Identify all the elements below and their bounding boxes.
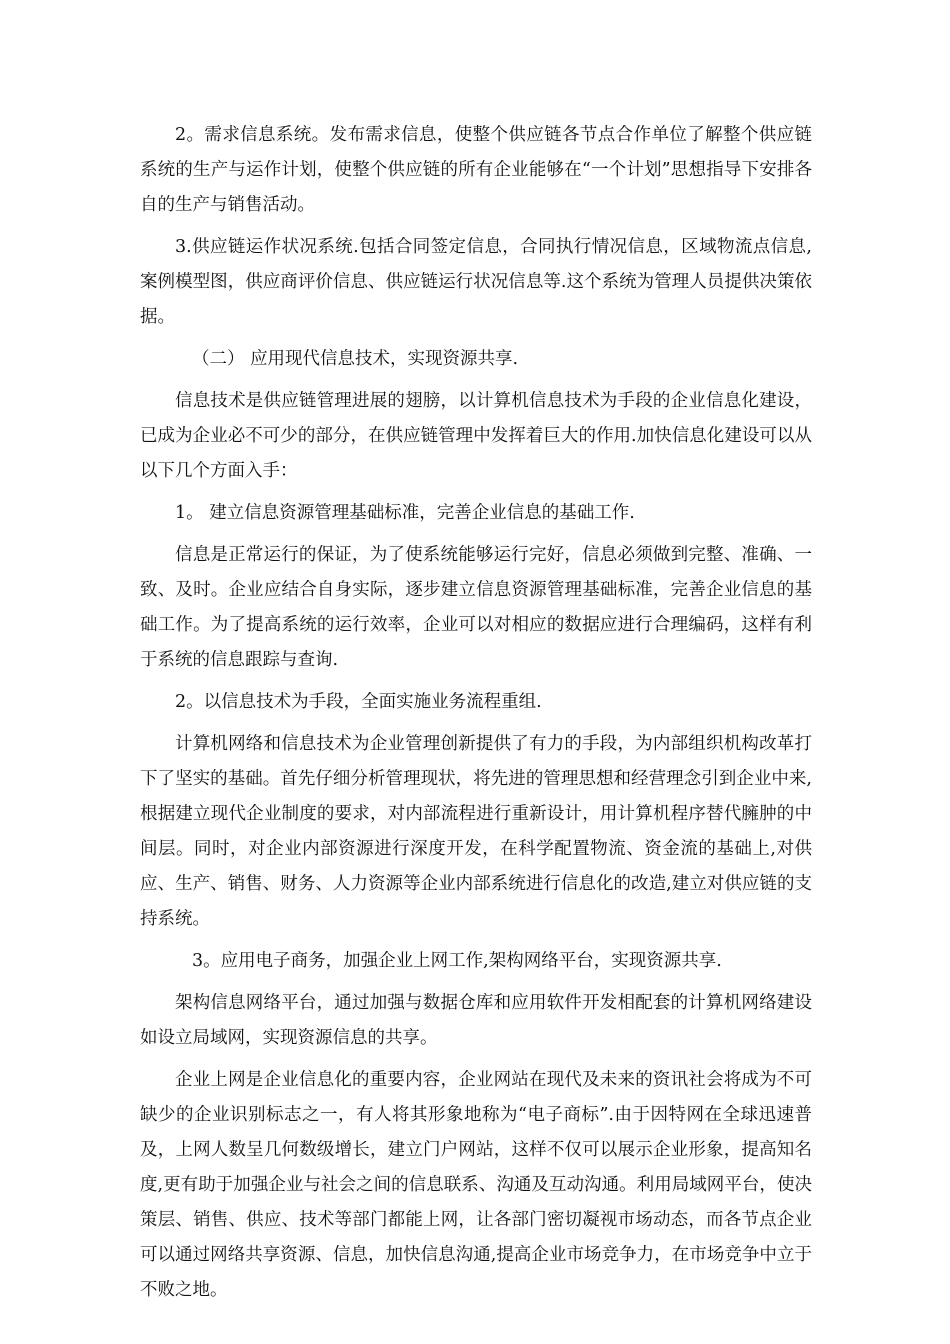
paragraph-demand-info-system: 2。需求信息系统。发布需求信息，使整个供应链各节点合作单位了解整个供应链系统的生产与运作计划，使整个供应链的所有企业能够在“一个计划”思想指导下安排各自的生产与销售活动。 bbox=[140, 125, 812, 215]
paragraph-info-standards: 信息是正常运行的保证，为了使系统能够运行完好，信息必须做到完整、准确、一致、及时。企业应结合自身实际，逐步建立信息资源管理基础标准，完善企业信息的基础工作。为了提高系统的运行效率，企业可以对相应的数据应进行合理编码，这样有利于系统的信息跟踪与查询. bbox=[140, 545, 812, 670]
paragraph-enterprise-online: 企业上网是企业信息化的重要内容，企业网站在现代及未来的资讯社会将成为不可缺少的企业识别标志之一，有人将其形象地称为“电子商标”.由于因特网在全球迅速普及，上网人数呈几何数级增长，建立门户网站，这样不仅可以展示企业形象，提高知名度,更有助于加强企业与社会之间的信息联系、沟通及互动沟通。利用局域网平台，使决策层、销售、供应、技术等部门都能上网，让各部门密切凝视市场动态，而各节点企业可以通过网络共享资源、信息，加快信息沟通,提高企业市场竞争力，在市场竞争中立于不败之地。 bbox=[140, 1070, 812, 1300]
paragraph-info-tech-intro: 信息技术是供应链管理进展的翅膀，以计算机信息技术为手段的企业信息化建设，已成为企业必不可少的部分，在供应链管理中发挥着巨大的作用.加快信息化建设可以从以下几个方面入手： bbox=[140, 391, 812, 481]
subheading-1-info-standards: 1。 建立信息资源管理基础标准，完善企业信息的基础工作. bbox=[175, 503, 635, 523]
paragraph-network-platform: 架构信息网络平台，通过加强与数据仓库和应用软件开发相配套的计算机网络建设如设立局域网，实现资源信息的共享。 bbox=[140, 993, 812, 1048]
subheading-2-process-reengineering: 2。以信息技术为手段，全面实施业务流程重组. bbox=[175, 692, 542, 712]
paragraph-process-reengineering: 计算机网络和信息技术为企业管理创新提供了有力的手段，为内部组织机构改革打下了坚实的基础。首先仔细分析管理现状，将先进的管理思想和经营理念引到企业中来,根据建立现代企业制度的要求，对内部流程进行重新设计，用计算机程序替代臃肿的中间层。同时，对企业内部资源进行深度开发，在科学配置物流、资金流的基础上,对供应、生产、销售、财务、人力资源等企业内部系统进行信息化的改造,建立对供应链的支持系统。 bbox=[140, 734, 812, 929]
document-body bbox=[140, 111, 812, 1308]
subheading-3-e-commerce: 3。应用电子商务，加强企业上网工作,架构网络平台，实现资源共享. bbox=[192, 951, 722, 971]
section-heading-info-tech: （二） 应用现代信息技术，实现资源共享. bbox=[192, 349, 519, 369]
paragraph-supply-chain-status-system: 3.供应链运作状况系统.包括合同签定信息，合同执行情况信息，区域物流点信息,案例模型图，供应商评价信息、供应链运行状况信息等.这个系统为管理人员提供决策依据。 bbox=[140, 237, 812, 327]
